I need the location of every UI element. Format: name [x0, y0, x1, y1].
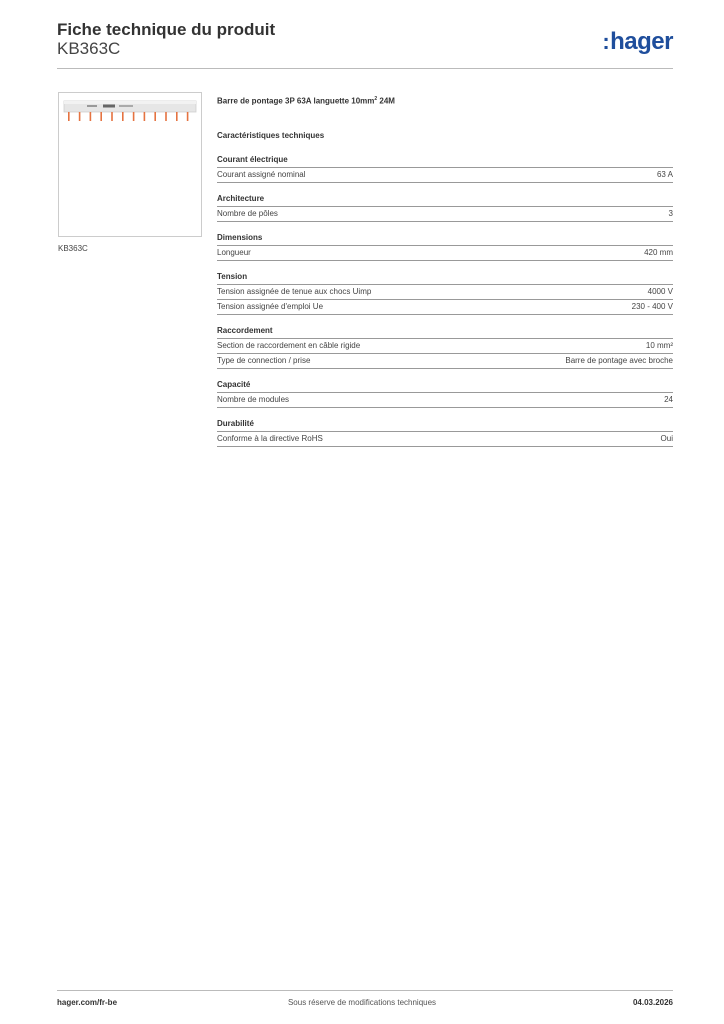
spec-value: 420 mm [644, 247, 673, 257]
busbar-pin [90, 112, 92, 121]
product-image [58, 92, 202, 237]
spec-label: Courant assigné nominal [217, 169, 306, 179]
spec-group [217, 380, 673, 408]
busbar-pin [122, 112, 124, 121]
spec-label: Section de raccordement en câble rigide [217, 340, 361, 350]
footer-website: hager.com/fr-be [57, 998, 118, 1007]
busbar-pin [144, 112, 146, 121]
image-caption: KB363C [58, 244, 88, 253]
spec-label: Nombre de pôles [217, 208, 278, 218]
spec-group-title: Tension [217, 272, 673, 285]
spec-row [217, 354, 673, 369]
spec-value: Barre de pontage avec broche [565, 355, 673, 365]
spec-group-title: Raccordement [217, 326, 673, 339]
spec-label: Conforme à la directive RoHS [217, 433, 323, 443]
spec-value: Oui [660, 433, 673, 443]
busbar-pin [111, 112, 113, 121]
spec-value: 230 - 400 V [631, 301, 673, 311]
busbar-pin [165, 112, 167, 121]
spec-group-title: Courant électrique [217, 155, 673, 168]
busbar-pin [100, 112, 102, 121]
spec-label: Longueur [217, 247, 251, 257]
hager-logo: :hager [602, 28, 673, 55]
spec-row [217, 246, 673, 261]
spec-group [217, 272, 673, 315]
busbar-pin [187, 112, 189, 121]
spec-value: 63 A [656, 169, 673, 179]
footer-notice: Sous réserve de modifications techniques [287, 998, 437, 1007]
busbar-pin [68, 112, 70, 121]
spec-group-title: Architecture [217, 194, 673, 207]
footer-date: 04.03.2026 [632, 998, 673, 1007]
logo-text: hager [610, 28, 673, 55]
spec-value: 10 mm² [645, 340, 673, 350]
spec-row [217, 285, 673, 300]
busbar-pin [176, 112, 178, 121]
spec-row [217, 432, 673, 447]
spec-value: 24 [664, 394, 673, 404]
spec-row [217, 300, 673, 315]
spec-group [217, 155, 673, 183]
spec-label: Tension assignée d'emploi Ue [217, 301, 324, 311]
spec-label: Tension assignée de tenue aux chocs Uimp [217, 286, 372, 296]
spec-group [217, 233, 673, 261]
spec-row [217, 168, 673, 183]
document-title: Fiche technique du produit [57, 20, 276, 39]
busbar-pin [154, 112, 156, 121]
spec-value: 3 [668, 208, 673, 218]
busbar-comb-image [59, 93, 201, 236]
spec-group-title: Capacité [217, 380, 673, 393]
busbar-pin [79, 112, 81, 121]
spec-row [217, 393, 673, 408]
spec-row [217, 339, 673, 354]
spec-groups [217, 155, 673, 447]
spec-content [217, 96, 673, 458]
spec-group [217, 326, 673, 369]
spec-group [217, 419, 673, 447]
spec-row [217, 207, 673, 222]
spec-value: 4000 V [647, 286, 673, 296]
specs-heading: Caractéristiques techniques [217, 130, 325, 140]
spec-group-title: Durabilité [217, 419, 673, 432]
header-divider [57, 68, 673, 69]
spec-group-title: Dimensions [217, 233, 673, 246]
product-name: Barre de pontage 3P 63A languette $10mm^2$ 24M [217, 96, 395, 106]
busbar-pin [133, 112, 135, 121]
product-reference: KB363C [57, 39, 121, 58]
spec-group [217, 194, 673, 222]
spec-label: Type de connection / prise [217, 355, 311, 365]
footer-divider [57, 990, 673, 991]
spec-label: Nombre de modules [217, 394, 290, 404]
